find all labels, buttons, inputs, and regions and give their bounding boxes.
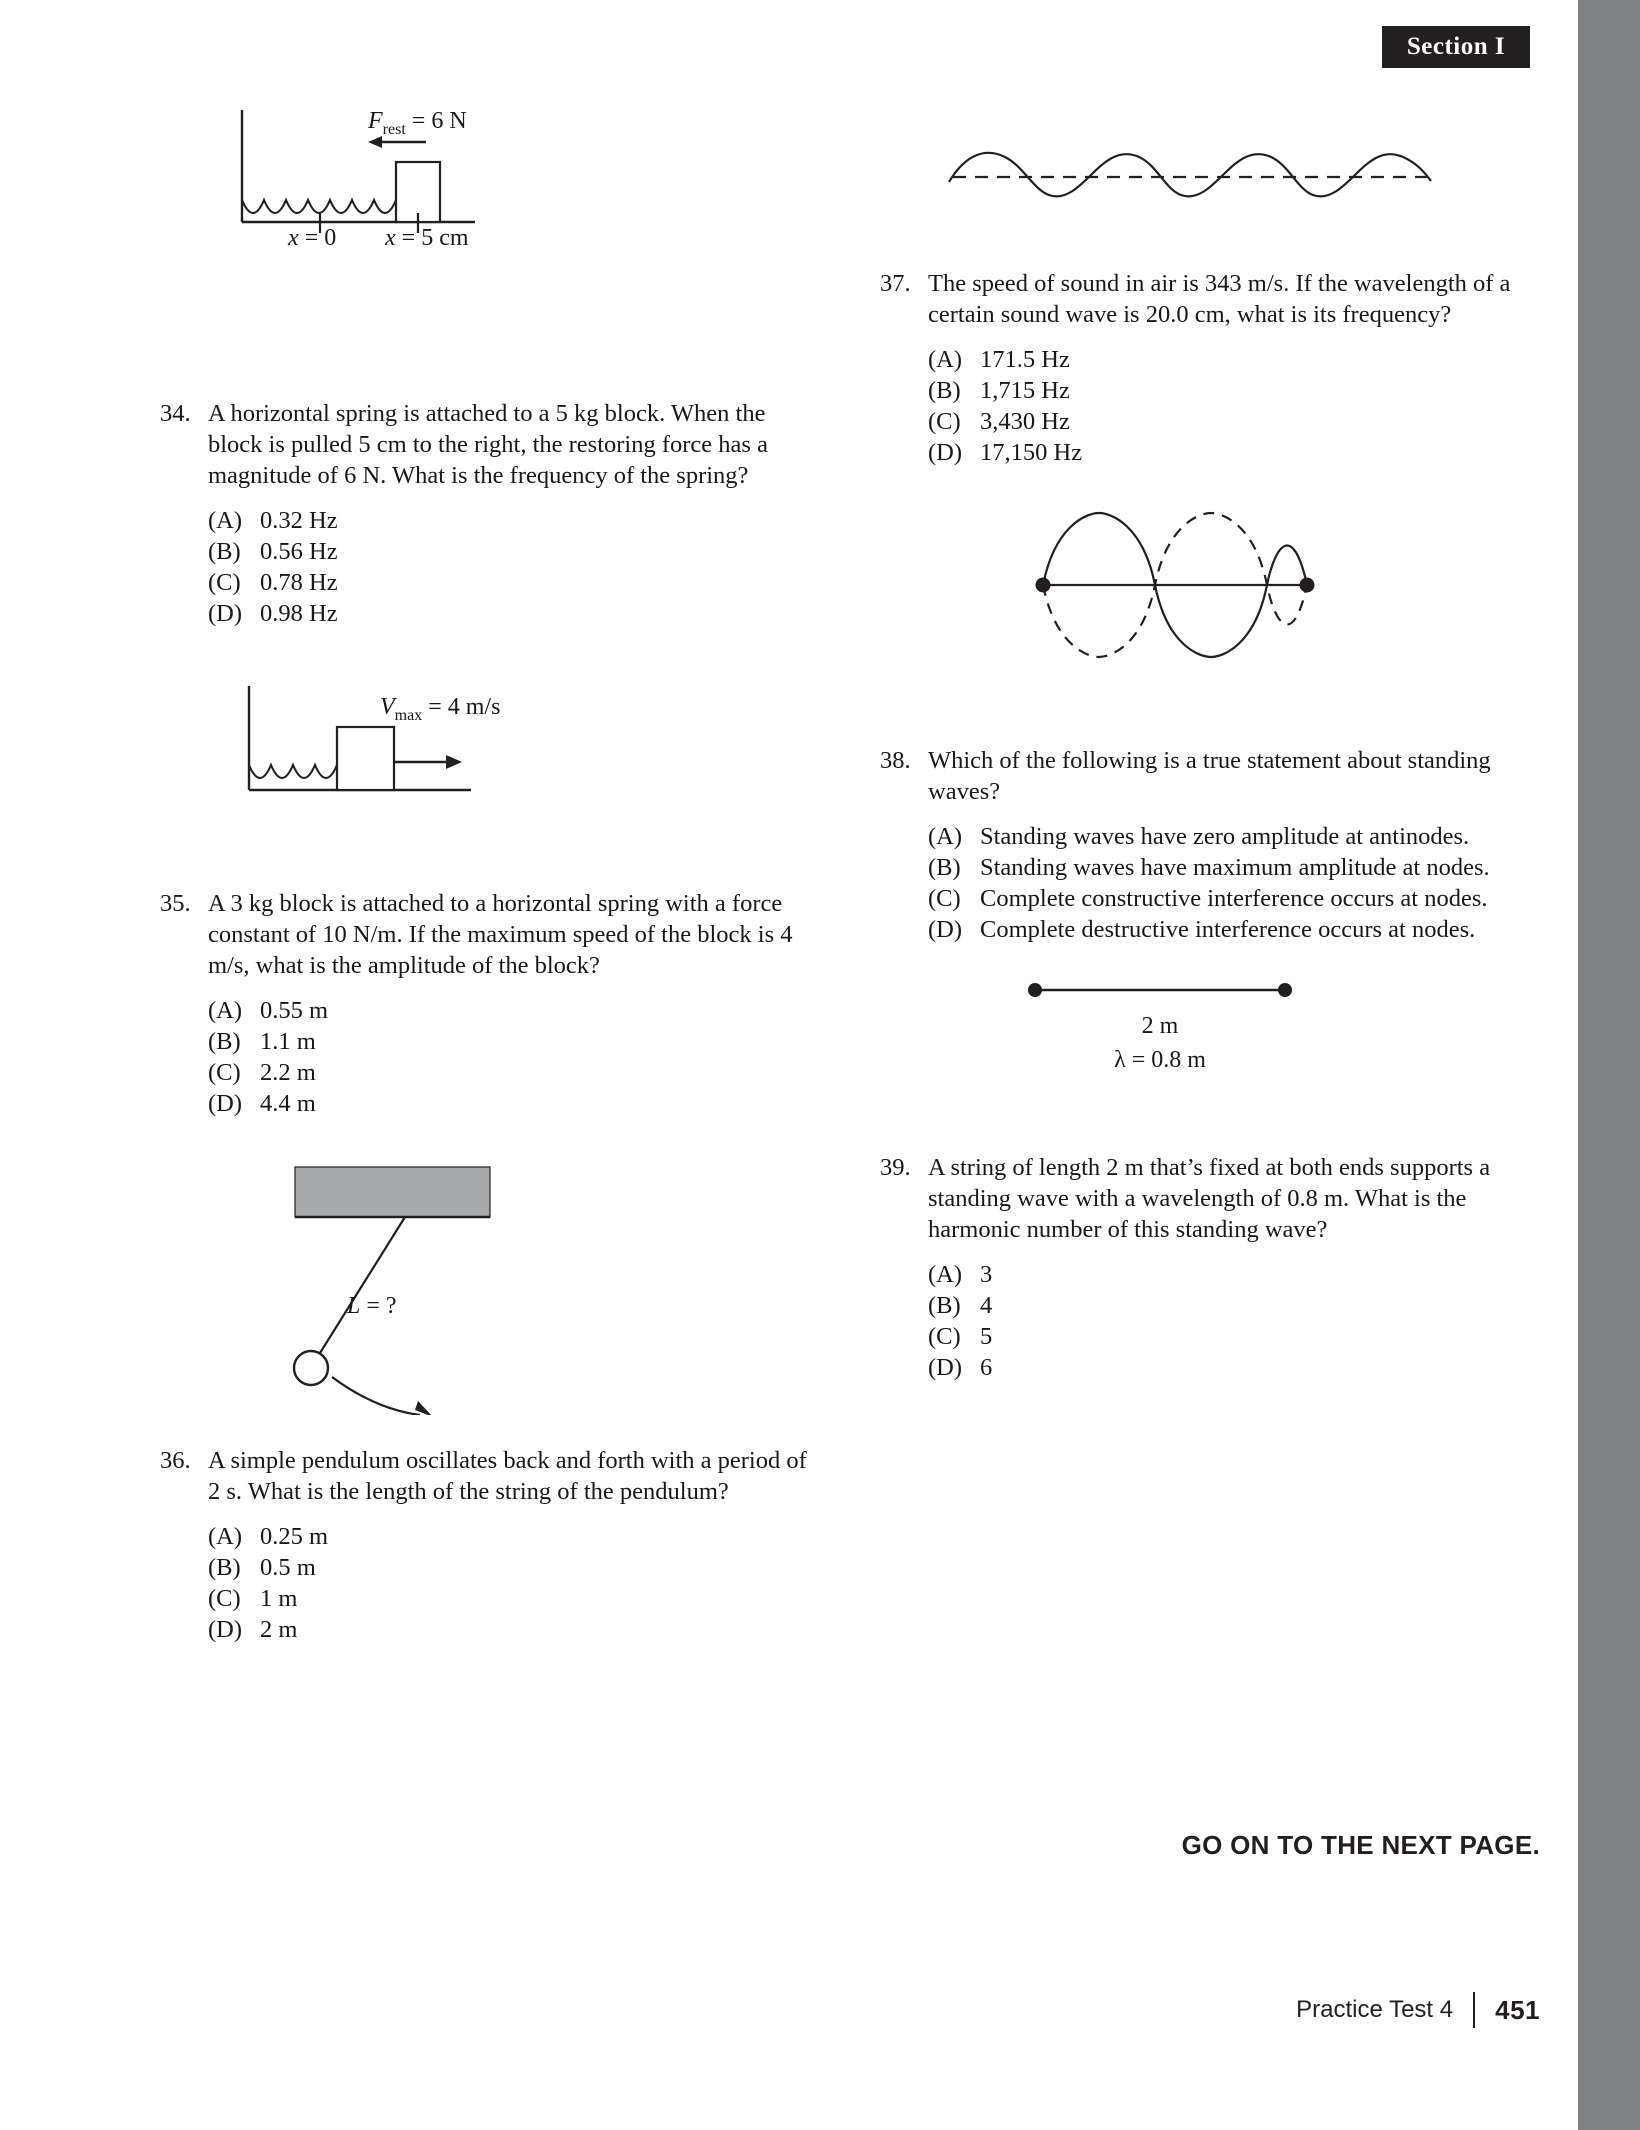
- velocity-symbol: V: [380, 694, 395, 720]
- choice-text: Complete destructive interference occurs at nodes.: [980, 916, 1476, 943]
- choice-d[interactable]: [208, 598, 820, 629]
- question-text: Which of the following is a true statement about standing waves?: [928, 747, 1491, 805]
- choice-letter: (B): [208, 538, 241, 565]
- choice-letter: (D): [208, 1090, 243, 1117]
- choice-letter: (A): [208, 507, 243, 534]
- choice-letter: (B): [928, 1292, 961, 1319]
- choice-letter: (D): [208, 600, 243, 627]
- question-37: [880, 268, 1540, 468]
- page-number: 451: [1495, 1994, 1540, 2025]
- choice-c[interactable]: [208, 1583, 820, 1614]
- x-five-label: x = 5 cm: [385, 225, 469, 251]
- choice-list: [880, 344, 1540, 468]
- choice-b[interactable]: [928, 375, 1540, 406]
- choice-letter: (D): [208, 1616, 243, 1643]
- question-text: A string of length 2 m that’s fixed at both ends supports a standing wave with a wavelength of 0.8 m. What is the harmonic number of this standing wave?: [928, 1154, 1491, 1243]
- choice-letter: (C): [928, 1323, 961, 1350]
- choice-letter: (C): [928, 885, 961, 912]
- choice-text: 3: [980, 1261, 993, 1288]
- choice-a[interactable]: [208, 1521, 820, 1552]
- string-wavelength-label: λ = 0.8 m: [1114, 1047, 1206, 1073]
- choice-c[interactable]: [208, 567, 820, 598]
- choice-text: 0.98 Hz: [260, 600, 338, 627]
- choice-b[interactable]: [208, 536, 820, 567]
- section-header-tab: [1382, 26, 1530, 68]
- choice-text: 0.25 m: [260, 1523, 329, 1550]
- question-text: A horizontal spring is attached to a 5 kg block. When the block is pulled 5 cm to the right, the restoring force has a magnitude of 6 N. What is the frequency of the spring?: [208, 400, 768, 489]
- velocity-label: [380, 694, 500, 725]
- choice-text: Standing waves have zero amplitude at antinodes.: [980, 823, 1470, 850]
- choice-letter: (B): [208, 1028, 241, 1055]
- x-zero-label: x = 0: [288, 225, 337, 251]
- question-number: 37.: [880, 270, 911, 297]
- choice-a[interactable]: [928, 344, 1540, 375]
- choice-list: [160, 505, 820, 629]
- choice-letter: (D): [928, 916, 963, 943]
- choice-letter: (B): [208, 1554, 241, 1581]
- choice-b[interactable]: [208, 1026, 820, 1057]
- string-line-svg: [1025, 975, 1295, 1005]
- velocity-value: = 4 m/s: [428, 694, 501, 720]
- choice-a[interactable]: [928, 1259, 1540, 1290]
- figure-pendulum: [285, 1155, 605, 1420]
- choice-b[interactable]: [208, 1552, 820, 1583]
- choice-letter: (A): [928, 346, 963, 373]
- choice-letter: (A): [928, 823, 963, 850]
- figure-standing-wave: [1025, 485, 1325, 690]
- choice-text: 0.78 Hz: [260, 569, 338, 596]
- choice-a[interactable]: [208, 995, 820, 1026]
- question-38: [880, 745, 1540, 945]
- figure-spring-restoring-force: [230, 100, 550, 255]
- choice-c[interactable]: [928, 406, 1540, 437]
- choice-list: [160, 995, 820, 1119]
- choice-text: 0.5 m: [260, 1554, 316, 1581]
- section-label: Section I: [1406, 33, 1506, 60]
- choice-text: 3,430 Hz: [980, 408, 1070, 435]
- choice-text: 2 m: [260, 1616, 298, 1643]
- choice-letter: (B): [928, 854, 961, 881]
- choice-text: 0.56 Hz: [260, 538, 338, 565]
- choice-d[interactable]: [928, 1352, 1540, 1383]
- traveling-wave-svg: [945, 135, 1435, 205]
- force-symbol: F: [368, 108, 383, 134]
- choice-text: 1.1 m: [260, 1028, 316, 1055]
- question-number: 38.: [880, 747, 911, 774]
- question-text: A 3 kg block is attached to a horizontal spring with a force constant of 10 N/m. If the maximum speed of the block is 4 m/s, what is the amplitude of the block?: [208, 890, 793, 979]
- test-name: Practice Test 4: [1296, 1996, 1454, 2023]
- choice-list: [880, 1259, 1540, 1383]
- choice-text: 2.2 m: [260, 1059, 316, 1086]
- choice-c[interactable]: [928, 883, 1540, 914]
- choice-text: Complete constructive interference occurs at nodes.: [980, 885, 1488, 912]
- force-subscript: rest: [382, 120, 406, 138]
- question-36: [160, 1445, 820, 1645]
- choice-letter: (A): [208, 997, 243, 1024]
- force-label: [368, 108, 467, 139]
- choice-letter: (B): [928, 377, 961, 404]
- choice-b[interactable]: [928, 852, 1540, 883]
- choice-letter: (D): [928, 439, 963, 466]
- choice-letter: (C): [208, 569, 241, 596]
- choice-letter: (C): [208, 1585, 241, 1612]
- choice-text: 1 m: [260, 1585, 298, 1612]
- choice-b[interactable]: [928, 1290, 1540, 1321]
- choice-d[interactable]: [208, 1614, 820, 1645]
- choice-text: 0.55 m: [260, 997, 329, 1024]
- choice-d[interactable]: [928, 914, 1540, 945]
- choice-c[interactable]: [208, 1057, 820, 1088]
- choice-letter: (A): [208, 1523, 243, 1550]
- choice-text: 171.5 Hz: [980, 346, 1070, 373]
- go-on-next-page-note: GO ON TO THE NEXT PAGE.: [1181, 1830, 1540, 1860]
- question-text: The speed of sound in air is 343 m/s. If the wavelength of a certain sound wave is 20.0 cm, what is its frequency?: [928, 270, 1511, 328]
- question-39: [880, 1152, 1540, 1383]
- choice-text: 0.32 Hz: [260, 507, 338, 534]
- choice-letter: (C): [208, 1059, 241, 1086]
- choice-letter: (D): [928, 1354, 963, 1381]
- choice-text: Standing waves have maximum amplitude at nodes.: [980, 854, 1490, 881]
- question-number: 36.: [160, 1447, 191, 1474]
- choice-text: 6: [980, 1354, 993, 1381]
- figure-string-length: [1025, 975, 1295, 1073]
- force-value: = 6 N: [411, 108, 467, 134]
- choice-text: 1,715 Hz: [980, 377, 1070, 404]
- page-edge-bar: [1578, 0, 1640, 2130]
- choice-a[interactable]: [928, 821, 1540, 852]
- choice-c[interactable]: [928, 1321, 1540, 1352]
- choice-letter: (C): [928, 408, 961, 435]
- question-number: 39.: [880, 1154, 911, 1181]
- choice-a[interactable]: [208, 505, 820, 536]
- question-number: 35.: [160, 890, 191, 917]
- question-text: A simple pendulum oscillates back and forth with a period of 2 s. What is the length of the string of the pendulum?: [208, 1447, 807, 1505]
- choice-list: [160, 1521, 820, 1645]
- choice-text: 17,150 Hz: [980, 439, 1083, 466]
- page-footer: [880, 1992, 1540, 2028]
- choice-letter: (A): [928, 1261, 963, 1288]
- choice-text: 4.4 m: [260, 1090, 316, 1117]
- velocity-subscript: max: [394, 706, 423, 724]
- choice-text: 4: [980, 1292, 993, 1319]
- question-number: 34.: [160, 400, 191, 427]
- pendulum-diagram-svg: [285, 1155, 605, 1415]
- choice-d[interactable]: [928, 437, 1540, 468]
- string-length-label: 2 m: [1141, 1013, 1179, 1039]
- standing-wave-svg: [1025, 485, 1325, 685]
- choice-d[interactable]: [208, 1088, 820, 1119]
- footer-divider: [1473, 1992, 1475, 2028]
- figure-traveling-wave: [945, 135, 1435, 210]
- question-34: [160, 398, 820, 629]
- pendulum-length-label: L = ?: [347, 1293, 397, 1319]
- choice-list: [880, 821, 1540, 945]
- figure-spring-max-velocity: [235, 680, 555, 820]
- choice-text: 5: [980, 1323, 993, 1350]
- question-35: [160, 888, 820, 1119]
